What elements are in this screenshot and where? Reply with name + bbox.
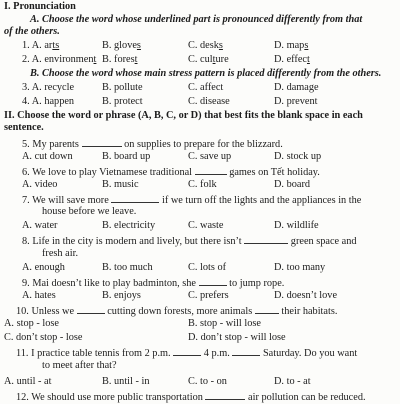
question-11: 11. I practice table tennis from 2 p.m. 4 p.m. Saturday. Do you want xyxy=(16,348,358,359)
question-12: 12. We should use more public transportation air pollution can be reduced. xyxy=(16,392,366,403)
question-11-cont: to meet after that? xyxy=(42,360,117,371)
question-3: 3. A. recycle xyxy=(22,82,75,93)
q7-option-c[interactable]: C. waste xyxy=(188,220,224,231)
q1-option-a[interactable]: A. arts xyxy=(31,40,60,51)
question-7-cont: house before we leave. xyxy=(42,206,137,217)
q6-option-d[interactable]: D. board xyxy=(274,179,311,190)
section-vocabulary-title-cont: sentence. xyxy=(4,122,44,133)
q4-option-d[interactable]: D. prevent xyxy=(274,96,318,107)
q11-blank-2[interactable] xyxy=(232,346,260,356)
q5-option-c[interactable]: C. save up xyxy=(188,151,232,162)
part-a-instruction: A. Choose the word whose underlined part is pronounced differently from that xyxy=(30,14,363,25)
q6-option-b[interactable]: B. music xyxy=(102,179,139,190)
q9-option-d[interactable]: D. doesn’t love xyxy=(274,290,338,301)
q9-blank[interactable] xyxy=(199,276,227,286)
q10-option-d[interactable]: D. don’t stop - will lose xyxy=(188,332,286,343)
question-9: 9. Mai doesn’t like to play badminton, she to jump rope. xyxy=(22,278,285,289)
q5-option-d[interactable]: D. stock up xyxy=(274,151,322,162)
q4-option-c[interactable]: C. disease xyxy=(188,96,230,107)
q11-option-a[interactable]: A. until - at xyxy=(4,376,52,387)
q10-blank-2[interactable] xyxy=(255,304,279,314)
q5-blank[interactable] xyxy=(82,137,122,147)
q2-option-c[interactable]: C. culture xyxy=(188,54,229,65)
question-5: 5. My parents on supplies to prepare for the blizzard. xyxy=(22,139,283,150)
section-pronunciation-title: I. Pronunciation xyxy=(4,1,76,12)
q11-option-b[interactable]: B. until - in xyxy=(102,376,150,387)
q6-option-c[interactable]: C. folk xyxy=(188,179,217,190)
q11-option-c[interactable]: C. to - on xyxy=(188,376,227,387)
q9-option-a[interactable]: A. hates xyxy=(22,290,56,301)
q4-option-b[interactable]: B. protect xyxy=(102,96,143,107)
question-6: 6. We love to play Vietnamese traditional games on Tết holiday. xyxy=(22,167,320,178)
q8-option-d[interactable]: D. too many xyxy=(274,262,326,273)
q8-option-a[interactable]: A. enough xyxy=(22,262,65,273)
part-a-instruction-cont: of the others. xyxy=(4,26,60,37)
q2-option-d[interactable]: D. effect xyxy=(274,54,310,65)
question-4: 4. A. happen xyxy=(22,96,75,107)
q10-option-c[interactable]: C. don’t stop - lose xyxy=(4,332,83,343)
q2-option-a[interactable]: A. environment xyxy=(31,54,97,65)
q4-option-a[interactable]: A. happen xyxy=(31,96,75,107)
q3-option-a[interactable]: A. recycle xyxy=(31,82,75,93)
q11-blank-1[interactable] xyxy=(173,346,201,356)
q7-option-b[interactable]: B. electricity xyxy=(102,220,156,231)
q7-option-a[interactable]: A. water xyxy=(22,220,58,231)
question-8-cont: fresh air. xyxy=(42,248,79,259)
q10-option-b[interactable]: B. stop - will lose xyxy=(188,318,261,329)
q3-option-c[interactable]: C. affect xyxy=(188,82,224,93)
section-vocabulary-title: II. Choose the word or phrase (A, B, C, or D) that best fits the blank space in each xyxy=(4,110,363,121)
q3-option-d[interactable]: D. damage xyxy=(274,82,319,93)
question-8: 8. Life in the city is modern and lively, but there isn’t green space and xyxy=(22,236,357,247)
q6-blank[interactable] xyxy=(195,165,227,175)
q10-blank-1[interactable] xyxy=(77,304,105,314)
q8-option-c[interactable]: C. lots of xyxy=(188,262,227,273)
q9-option-c[interactable]: C. prefers xyxy=(188,290,229,301)
q9-option-b[interactable]: B. enjoys xyxy=(102,290,141,301)
q8-blank[interactable] xyxy=(244,234,288,244)
q1-option-d[interactable]: D. maps xyxy=(274,40,309,51)
q1-option-c[interactable]: C. desks xyxy=(188,40,223,51)
q11-option-d[interactable]: D. to - at xyxy=(274,376,311,387)
q7-blank[interactable] xyxy=(111,193,159,203)
q10-option-a[interactable]: A. stop - lose xyxy=(4,318,59,329)
question-7: 7. We will save more if we turn off the lights and the appliances in the xyxy=(22,195,362,206)
question-2: 2. A. environment xyxy=(22,54,97,65)
q5-option-a[interactable]: A. cut down xyxy=(22,151,73,162)
q8-option-b[interactable]: B. too much xyxy=(102,262,153,273)
question-10: 10. Unless we cutting down forests, more animals their habitats. xyxy=(16,306,338,317)
question-1: 1. A. arts xyxy=(22,40,60,51)
q2-option-b[interactable]: B. forest xyxy=(102,54,138,65)
part-b-instruction: B. Choose the word whose main stress pattern is placed differently from the others. xyxy=(30,68,382,79)
q3-option-b[interactable]: B. pollute xyxy=(102,82,143,93)
q1-option-b[interactable]: B. gloves xyxy=(102,40,141,51)
q6-option-a[interactable]: A. video xyxy=(22,179,58,190)
q12-blank[interactable] xyxy=(205,390,245,400)
q5-option-b[interactable]: B. board up xyxy=(102,151,151,162)
q7-option-d[interactable]: D. wildlife xyxy=(274,220,319,231)
